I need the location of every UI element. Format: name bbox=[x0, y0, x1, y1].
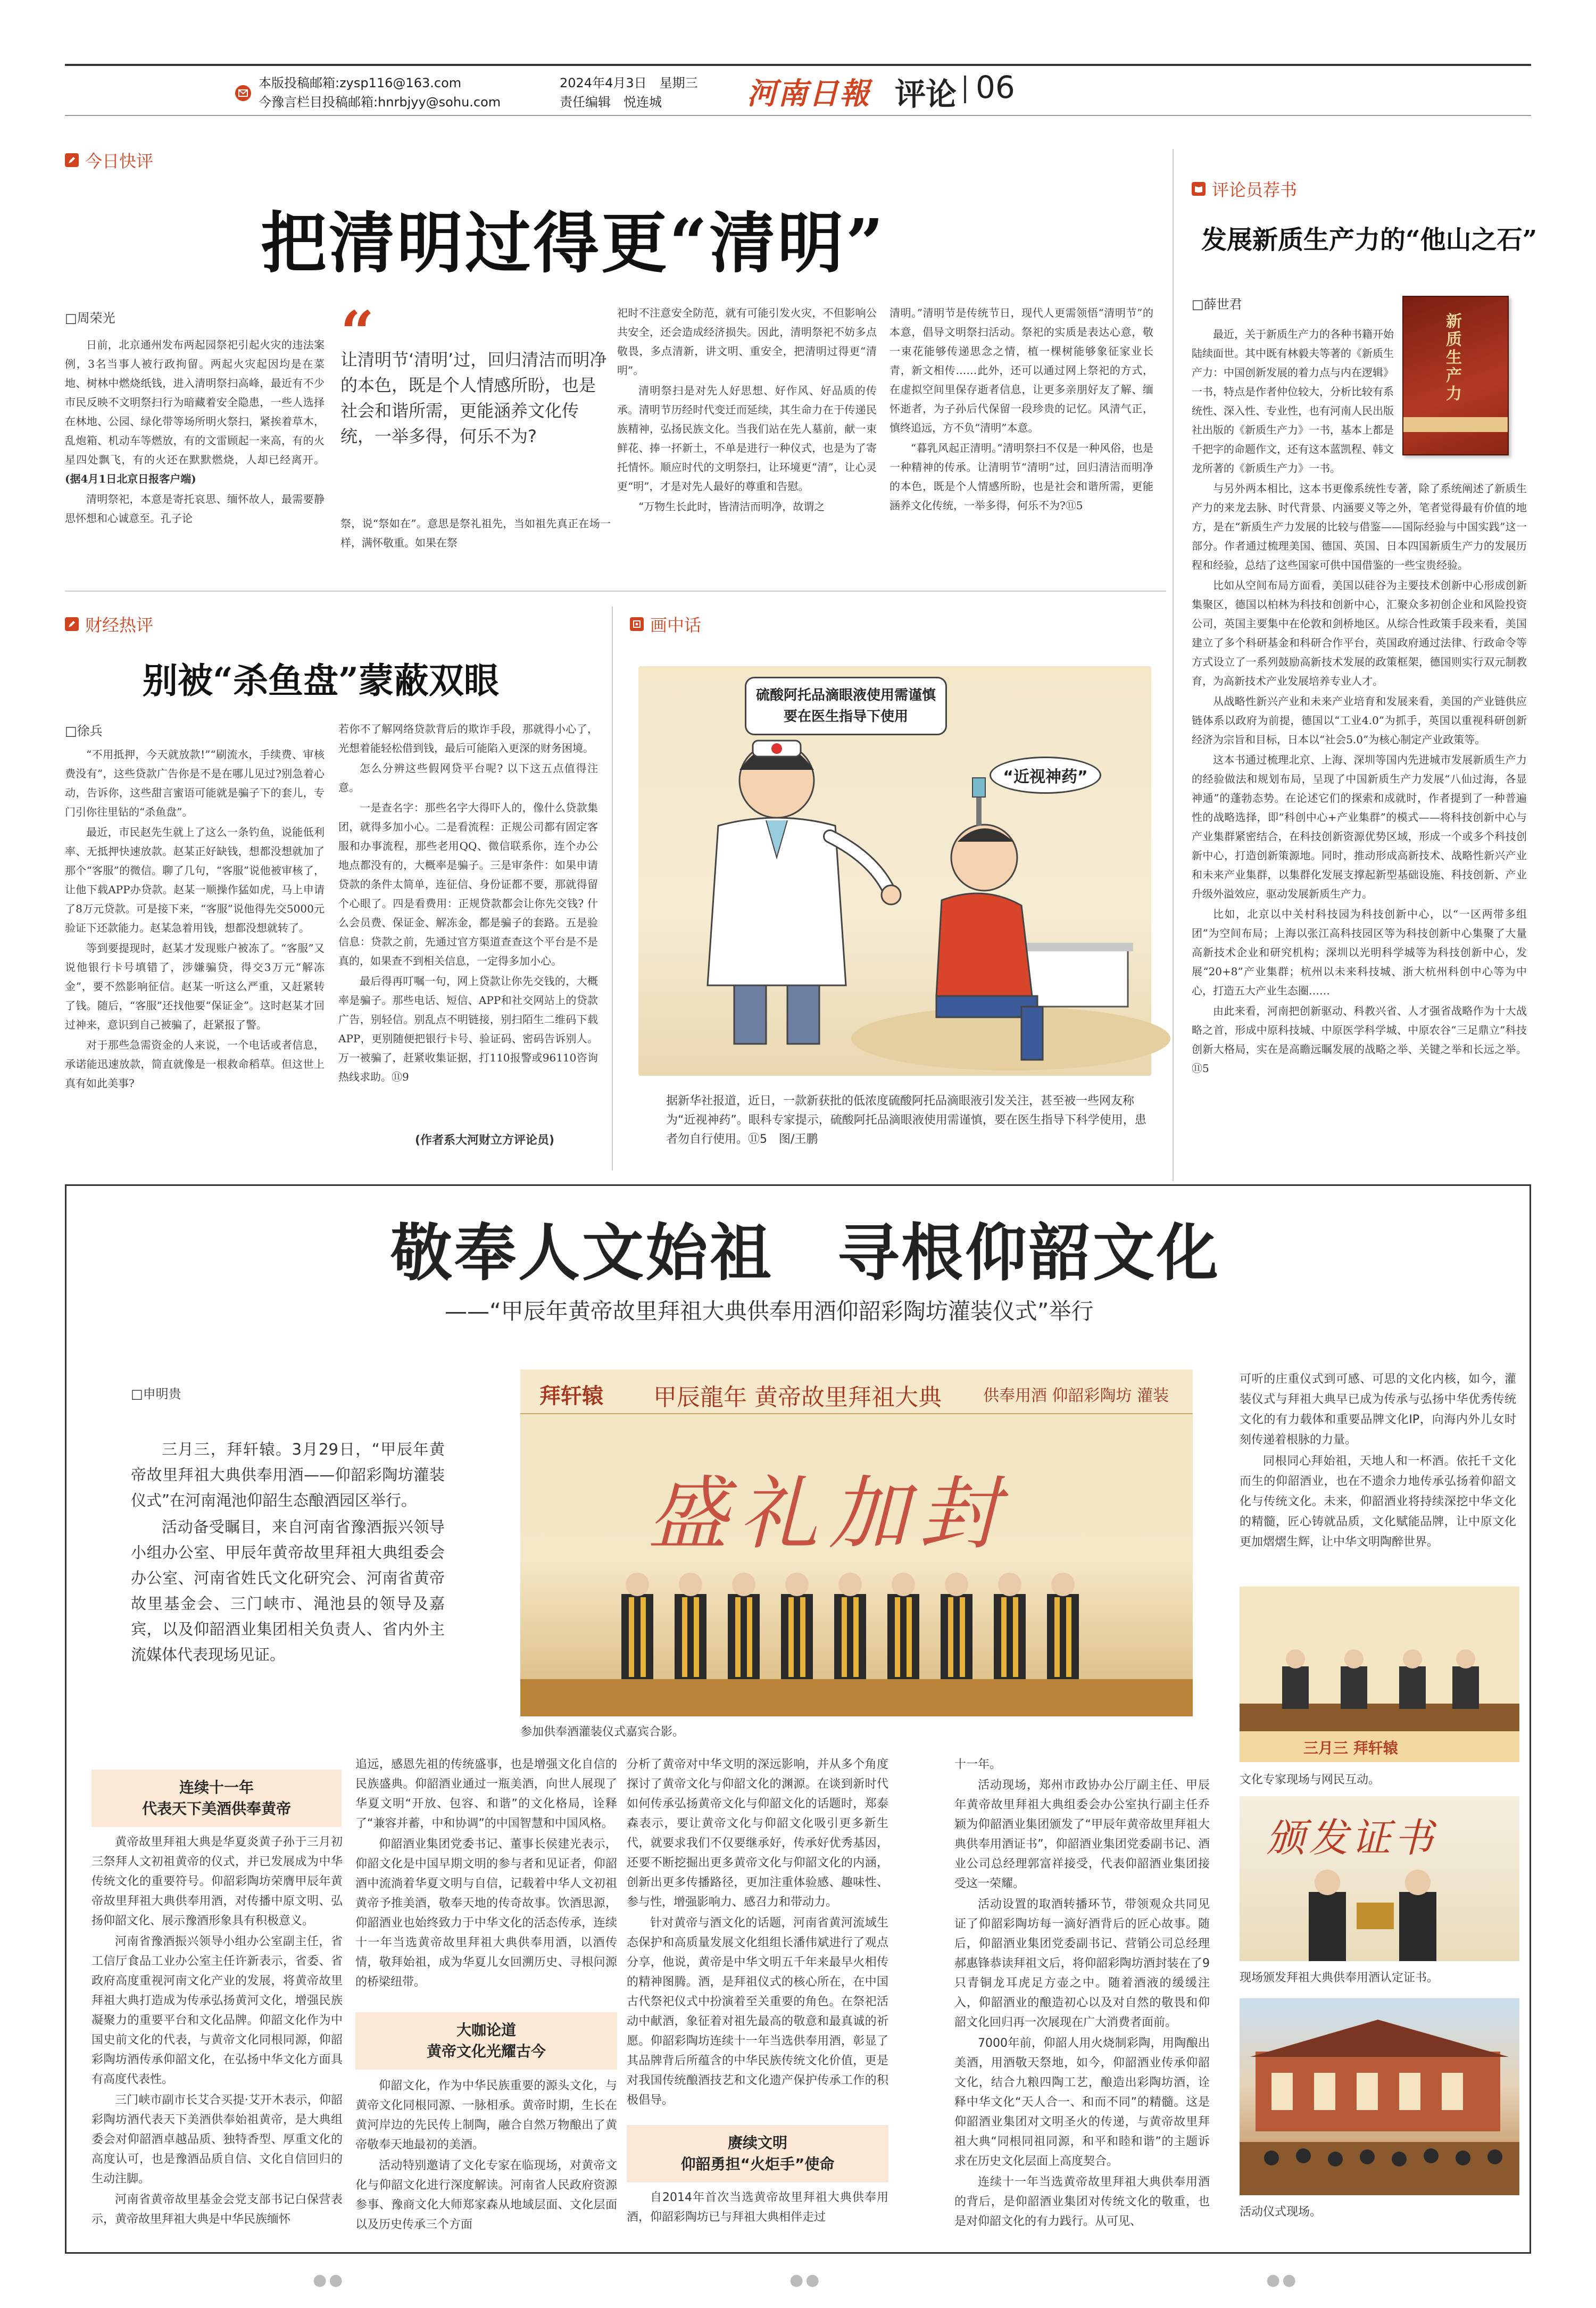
masthead bbox=[65, 64, 1531, 117]
finance-cartoon-rule bbox=[612, 607, 613, 1170]
feature-column-4: 十一年。 活动现场，郑州市政协办公厅副主任、甲辰年黄帝故里拜祖大典组委会办公室执行副主任乔颖为仰韶酒业集团颁发了“甲辰年黄帝故里拜祖大典供奉用酒证书”，仰韶酒业集团党委副书记、酒业公司总经理郭富祥接受，代表仰韶酒业集团接受这一荣耀。 活动设置的取酒转播环节，带领观众共同见证了仰韶彩陶坊每一滴好酒背后的匠心故事。随后，仰韶酒业集团党委副书记、营销公司总经理郝惠锋恭读拜祖文后，将仰韶彩陶坊酒封装在了9只青铜龙耳虎足方壶之中。随着酒液的缓缓注入，仰韶酒业的酿造初心以及对自然的敬畏和仰韶文化回归再一次展现在广大消费者面前。 7000年前，仰韶人用火烧制彩陶，用陶酿出美酒，用酒敬天祭地，如今，仰韶酒业传承仰韶文化，结合九粮四陶工艺，酿造出彩陶坊酒，诠释中华文化“天人合一、和而不同”的精髓。这是仰韶酒业集团对文明圣火的传递，与黄帝故里拜祖大典“同根同祖同源，和平和睦和谐”的主题诉求在历史文化层面上高度契合。 连续十一年当选黄帝故里拜祖大典供奉用酒的背后，是仰韶酒业集团对传统文化的敬重，也是对仰韶文化的有力践行。从可见、 bbox=[954, 1758, 1210, 2228]
photo-banner bbox=[520, 1369, 1193, 1414]
feature-subtitle: ——“甲辰年黄帝故里拜祖大典供奉用酒仰韶彩陶坊灌装仪式”举行 bbox=[445, 1298, 1094, 1324]
footer-dots-right: ●● bbox=[1266, 2271, 1299, 2289]
paint-icon bbox=[630, 617, 644, 631]
finance-headline: 别被“杀鱼盘”蒙蔽双眼 bbox=[143, 660, 499, 701]
recommend-byline: □薛世君 bbox=[1192, 297, 1242, 312]
pen-icon bbox=[65, 617, 79, 631]
lead-headline: 把清明过得更“清明” bbox=[261, 205, 886, 282]
lead-end-mark: ⑪5 bbox=[1065, 499, 1083, 512]
recommend-text-top: 最近，关于新质生产力的各种书籍开始陆续面世。其中既有林毅夫等著的《新质生产力：中国创新发展的着力点与内在逻辑》一书，特点是作者仲位较大，分析比较有系统性、深入性、专业性，也有河南人民出版社出版的《新质生产力》一书，基本上都是千把字的命题作文，还有这本蓝凯程、韩文龙所著的《新质生产力》一书。 bbox=[1192, 328, 1394, 475]
cartoon-section-label: 画中话 bbox=[630, 612, 701, 636]
finance-byline: □徐兵 bbox=[65, 724, 103, 738]
photo-calligraphy: 盛礼加封 bbox=[648, 1468, 1010, 1560]
recommend-headline: 发展新质生产力的“他山之石” bbox=[1201, 225, 1537, 255]
email-line-2: 今豫言栏目投稿邮箱:hnrbjyy@sohu.com bbox=[259, 95, 501, 110]
lead-column-3: 祀时不注意安全防范，就有可能引发火灾，不但影响公共安全，还会造成经济损失。因此，清明祭祀不妨多点敬畏，多点清新，讲文明、重安全，把清明过得更“清明”。 清明祭扫是对先人好思想、好作风、好品质的传承。清明节历经时代变迁而延续，其生命力在于传递民族精神，弘扬民族文化。当我们站在先人墓前，献一束鲜花、捧一抔新土，不单是进行一种仪式，也是为了寄托情怀。顺应时代的文明祭扫，让环境更“清”，让心灵更“明”，才是对先人最好的尊重和告慰。 “万物生长此时，皆清洁而明净，故谓之 bbox=[617, 306, 877, 513]
paper-logo: 河南日報 bbox=[747, 76, 870, 111]
footer-dots-left: ●● bbox=[313, 2271, 345, 2289]
lead-column-4: 清明。”清明节是传统节日，现代人更需领悟“清明节”的本意，倡导文明祭扫活动。祭祀的实质是表达心意，敬一束花能够传递思念之情，植一棵树能够象征家业长青，新文相传……此外，还可以通过网上祭祀的方式，在虚拟空间里保存逝者信息，让更多亲朋好友了解、缅怀逝者，为子孙后代保留一段珍贵的记忆。风清气正，慎终追远，方不负“清明”本意。 “暮乳风起正清明。”清明祭扫不仅是一种风俗，也是一种精神的传承。让清明节“清明”过，回归清洁而明净的本色，既是个人情感所盼，也是社会和谐所需，更能涵养文化传统，一举多得，何乐不为?⑪5 bbox=[890, 306, 1153, 512]
photo-banner-main: 甲辰龍年 黄帝故里拜祖大典 bbox=[653, 1384, 942, 1411]
photo2-caption: 文化专家现场与网民互动。 bbox=[1240, 1773, 1381, 1787]
recommend-text-body: 与另外两本相比，这本书更像系统性专著，除了系统阐述了新质生产力的来龙去脉、时代背景、内涵要义等之外，笔者觉得最有价值的地方，是在“新质生产力发展的比较与借鉴——国际经验与中国实践”这一部分。作者通过梳理美国、德国、英国、日本四国新质生产力的发展历程和经验，总结了这些国家可供中国借鉴的一些宝贵经验。 比如从空间布局方面看，美国以硅谷为主要技术创新中心形成创新集聚区，德国以柏林为科技和创新中心，汇聚众多初创企业和风险投资公司，英国主要集中在伦敦和剑桥地区。从综合性政策手段来看，美国建立了多个科研基金和科研合作平台，英国政府通过法律、行政命令等方式设立了一系列鼓励高新技术发展的政策框架，德国则实行双元制教育，为高新技术产业发展培养专业人才。 从战略性新兴产业和未来产业培育和发展来看，美国的产业链供应链体系以政府为前提，德国以“工业4.0”为抓手，英国以重视科研创新经济为宗旨和目标，日本以“社会5.0”为核心制定产业政策等。 这本书通过梳理北京、上海、深圳等国内先进城市发展新质生产力的经验做法和规划布局，呈现了中国新质生产力发展“八仙过海，各显神通”的蓬勃态势。在论述它们的探索和成就时，作者提到了一种普遍性的战略选择，即“科创中心+产业集群”的模式——将科技创新中心与产业集群紧密结合，在科技创新资源优势区域，形成一个或多个科技创新中心，打造创新策源地。同时，推动形成高新技术、战略性新兴产业和未来产业集群，以集群化发展支撑起新型基础设施、科技创新、产业升级外溢效应，驱动发展新质生产力。 比如，北京以中关村科技园为科技创新中心，以“一区两带多组团”为空间布局；上海以张江高科技园区等为科技创新中心集聚了大量高新技术企业和研究机构；深圳以光明科学城等为科技创新中心，发展“20+8”产业集群；杭州以未来科技城、浙大杭州科创中心等为中心，打造五大产业生态圈…… 由此来看，河南把创新驱动、科教兴省、人才强省战略作为十大战略之首，形成中原科技城、中原医学科学城、中原农谷“三足鼎立”科技创新大格局，实在是高瞻远瞩发展的战略之举、关键之举和长远之举。⑪5 bbox=[1192, 482, 1527, 1075]
issue-date: 2024年4月3日 星期三 bbox=[560, 76, 698, 90]
mail-icon bbox=[235, 85, 251, 101]
book-icon bbox=[1192, 182, 1206, 196]
lead-column-2-tail: 祭，说“祭如在”。意思是祭礼祖先，当如祖先真正在场一样，满怀敬重。如果在祭 bbox=[340, 517, 611, 549]
recommend-section-label: 评论员荐书 bbox=[1192, 177, 1297, 201]
finance-column-2: 若你不了解网络贷款背后的欺诈手段，那就得小心了，光想着能轻松借到钱，最后可能陷入更深的财务困境。 怎么分辨这些假网贷平台呢? 以下这五点值得注意。 一是查名字：那些名字大得吓人的，像什么贷款集团，就得多加小心。二是看流程：正规公司都有固定客服和办事流程，那些老用QQ、微信联系你，连个办公地点都没有的，大概率是骗子。三是审条件：如果申请贷款的条件太简单，连征信、身份证都不要，那就得留个心眼了。四是看费用：正规贷款都会让你先交钱? 什么会员费、保证金、解冻金，都是骗子的套路。五是验信息：贷款之前，先通过官方渠道查查这个平台是不是真的，如果查不到相关信息，一定得多加小心。 最后得再叮嘱一句，网上贷款让你先交钱的，大概率是骗子。那些电话、短信、APP和社交网站上的贷款广告，别轻信。别乱点不明链接，别扫陌生二维码下载APP，更别随便把银行卡号、验证码、密码告诉别人。万一被骗了，赶紧收集证据，打110报警或96110咨询热线求助。⑪9 bbox=[338, 723, 598, 1083]
pen-icon bbox=[65, 153, 79, 167]
subhead-eleven-years: 连续十一年 代表天下美酒供奉黄帝 bbox=[92, 1770, 342, 1827]
feature-column-2: 追远，感恩先祖的传统盛事，也是增强文化自信的民族盛典。仰韶酒业通过一瓶美酒，向世人展现了华夏文明“开放、包容、和谐”的文化格局，诠释了“兼容并蓄，中和协调”的中国智慧和中国风格。 仰韶酒业集团党委书记、董事长侯建光表示，仰韶文化是中国早期文明的参与者和见证者，仰韶酒中流淌着华夏文明与自信，记载着中华人文初祖黄帝予推美酒，敬奉天地的传奇故事。饮酒思源，仰韶酒业也始终致力于中华文化的活态传承，连续十一年当选黄帝故里拜祖大典供奉用酒，以酒传情，敬拜始祖，成为华夏儿女回溯历史、寻根问源的桥梁纽带。 bbox=[355, 1758, 617, 1989]
finance-column-1: “不用抵押，今天就放款!”“刷流水，手续费、审核费没有”，这些贷款广告你是不是在哪儿见过?别急着心动，告诉你，这些甜言蜜语可能就是骗子下的套儿，专门引你往里钻的“杀鱼盘”。 最近，市民赵先生就上了这么一条钓鱼，说能低利率、无抵押快速放款。赵某正好缺钱，想都没想就加了那个“客服”的微信。聊了几句，“客服”说他被审核了，让他下载APP办贷款。赵某一顺操作猛如虎，马上申请了8万元贷款。可是接下来，“客服”说他得先交5000元验证下还款能力。赵某急着用钱，想都没想就转了。 等到要提现时，赵某才发现账户被冻了。“客服”又说他银行卡号填错了，涉嫌骗贷，得交3万元“解冻金”，要不然影响征信。赵某一听这么严重，又赶紧转了钱。随后，“客服”还找他要“保证金”。这时赵某才回过神来，意识到自己被骗了，赶紧报了警。 对于那些急需资金的人来说，一个电话或者信息，承诺能迅速放款，简直就像是一根救命稻草。但这世上真有如此美事? bbox=[65, 748, 325, 1090]
finance-section-label: 财经热评 bbox=[65, 612, 153, 636]
feature-byline: □申明贵 bbox=[131, 1387, 181, 1401]
book-cover bbox=[1402, 296, 1509, 455]
photo-expert-interaction bbox=[1240, 1587, 1519, 1762]
right-column-rule bbox=[1173, 149, 1174, 1181]
lead-bottom-rule bbox=[65, 591, 1166, 592]
photo-banner-right: 供奉用酒 仰韶彩陶坊 灌装 bbox=[983, 1387, 1169, 1405]
book-cover-title: 新质生产力 bbox=[1446, 312, 1462, 403]
recommend-end-mark: ⑪5 bbox=[1192, 1062, 1209, 1075]
lead-byline: □周荣光 bbox=[65, 311, 115, 326]
subhead-experts: 大咖论道 黄帝文化光耀古今 bbox=[355, 2012, 617, 2070]
feature-intro: 三月三，拜轩辕。3月29日，“甲辰年黄帝故里拜祖大典供奉用酒——仰韶彩陶坊灌装仪式”在河南渑池仰韶生态酿酒园区举行。 活动备受瞩目，来自河南省豫酒振兴领导小组办公室、甲辰年黄帝故里拜祖大典组委会办公室、河南省姓氏文化研究会、河南省黄帝故里基金会、三门峡市、渑池县的领导及嘉宾，以及仰韶酒业集团相关负责人、省内外主流媒体代表现场见证。 bbox=[131, 1440, 445, 1664]
doctor-speech-bubble: 硫酸阿托品滴眼液使用需谨慎要在医生指导下使用 bbox=[745, 677, 947, 735]
cartoon-illustration bbox=[638, 666, 1151, 1076]
feature-column-3: 分析了黄帝对中华文明的深远影响，并从多个角度探讨了黄帝文化与仰韶文化的渊源。在谈到新时代如何传承弘扬黄帝文化与仰韶文化的话题时，郑泰森表示，要让黄帝文化与仰韶文化吸引更多新生代，就要求我们不仅要继承好，传承好优秀基因，还要不断挖掘出更多黄帝文化与仰韶文化的内涵，创新出更多传播路径，更加注重体验感、趣味性、参与性，增强影响力、感召力和带动力。 针对黄帝与酒文化的话题，河南省黄河流域生态保护和高质量发展文化组组长潘伟斌进行了观点分享，他说，黄帝是中华文明五千年来最早火相传的精神图腾。酒，是拜祖仪式的核心所在，在中国古代祭祀仪式中扮演着至关重要的角色。在祭祀活动中献酒，象征着对祖先最高的敬意和最真诚的祈愿。仰韶彩陶坊连续十一年当选供奉用酒，彰显了其品牌背后所蕴含的中华民族传统文化价值，更是对我国传统酿酒技艺和文化遗产保护传承工作的积极倡导。 bbox=[627, 1758, 888, 2107]
patient-figure bbox=[936, 778, 1043, 1060]
main-photo-caption: 参加供奉酒灌装仪式嘉宾合影。 bbox=[520, 1725, 685, 1739]
subhead-torch-bearer: 赓续文明 仰韶勇担“火炬手”使命 bbox=[627, 2125, 888, 2182]
photo-certificate bbox=[1240, 1796, 1519, 1961]
section-divider bbox=[964, 76, 966, 103]
patient-speech-bubble: “近视神药” bbox=[990, 757, 1101, 794]
section-name: 评论 bbox=[895, 76, 957, 112]
page-number: 06 bbox=[976, 69, 1015, 105]
guests-group bbox=[520, 1546, 1193, 1716]
cartoon-caption: 据新华社报道，近日，一款新获批的低浓度硫酸阿托品滴眼液引发关注，甚至被一些网友称为“近视神药”。眼科专家提示，硫酸阿托品滴眼液使用需谨慎，要在医生指导下科学使用，患者勿自行使用。⑪5 图/王鹏 bbox=[666, 1094, 1146, 1146]
email-line-1: 本版投稿邮箱:zysp116@163.com bbox=[259, 76, 462, 90]
masthead-bottom-rule bbox=[65, 115, 1531, 116]
doctor-figure bbox=[708, 741, 901, 1044]
feature-main-photo bbox=[520, 1369, 1193, 1716]
photo3-calligraphy: 颁发证书 bbox=[1266, 1815, 1436, 1861]
photo4-scene bbox=[1240, 1998, 1519, 2195]
photo2-banner-strip bbox=[1240, 1731, 1519, 1762]
lead-source-note: (据4月1日北京日报客户端) bbox=[65, 472, 196, 485]
quote-mark-icon: “ bbox=[340, 298, 375, 367]
photo3-people bbox=[1240, 1855, 1519, 1961]
lead-column-1: 日前，北京通州发布两起园祭祀引起火灾的违法案例，3名当事人被行政拘留。两起火灾起因均是在菜地、树林中燃烧纸钱，进入清明祭扫高峰，最近有不少市民反映不文明祭扫行为暗藏着安全隐患，一些人选择在林地、公园、绿化带等场所明火祭扫，紧挨着草木，乱炮箱、机动车等燃放，有的文雷顾起一来高，有的火星四处飘飞，有的火还在默默燃烧，人却已经离开。(据4月1日北京日报客户端) 清明祭祀，本意是寄托哀思、缅怀故人，最需要静思怀想和心诚意至。孔子论 bbox=[65, 338, 325, 525]
finance-author-note: (作者系大河财立方评论员) bbox=[415, 1134, 555, 1147]
footer-dots-center: ●● bbox=[789, 2271, 822, 2289]
feature-right-text: 可听的庄重仪式到可感、可思的文化内核，如今，灌装仪式与拜祖大典早已成为传承与弘扬中华优秀传统文化的有力载体和重要品牌文化IP，向海内外儿女时刻传递着根脉的力量。 同根同心拜始祖，天地人和一杯酒。依托千文化而生的仰韶酒业，也在不遗余力地传承弘扬着仰韶文化与传统文化。未来，仰韶酒业将持续深挖中华文化的精髓，匠心铸就品质，文化赋能品牌，让中原文化更加熠熠生辉，让中华文明陶醉世界。 bbox=[1240, 1373, 1516, 1549]
responsible-editor: 责任编辑 悦连城 bbox=[560, 95, 662, 110]
photo3-caption: 现场颁发拜祖大典供奉用酒认定证书。 bbox=[1240, 1971, 1439, 1985]
cartoon-credit: ⑪5 图/王鹏 bbox=[748, 1133, 818, 1146]
feature-headline: 敬奉人文始祖 寻根仰韶文化 bbox=[390, 1217, 1220, 1289]
photo2-people bbox=[1240, 1640, 1519, 1746]
feature-column-2-lower: 仰韶文化，作为中华民族重要的源头文化，与黄帝文化同根同源、一脉相承。黄帝时期，生长在黄河岸边的先民传上制陶，融合自然万物酿出了黄帝敬奉天地最初的美酒。 活动特别邀请了文化专家在临现场，对黄帝文化与仰韶文化进行深度解读。河南省人民政府资源参事、豫商文化大师郑家森从地域层面、文化层面以及历史传承三个方面 bbox=[355, 2079, 617, 2231]
finance-end-mark: ⑪9 bbox=[392, 1070, 409, 1083]
photo2-banner: 三月三 拜轩辕 bbox=[1303, 1739, 1398, 1757]
book-cover-band bbox=[1403, 417, 1508, 432]
feature-column-1: 黄帝故里拜祖大典是华夏炎黄子孙于三月初三祭拜人文初祖黄帝的仪式，并已发展成为中华传统文化的重要符号。仰韶彩陶坊荣膺甲辰年黄帝故里拜祖大典供奉用酒，对传播中原文明、弘扬仰韶文化、展示豫酒形象具有积极意义。 河南省豫酒振兴领导小组办公室副主任，省工信厅食品工业办公室主任许新表示，省委、省政府高度重视河南文化产业的发展，将黄帝故里拜祖大典打造成为传承弘扬黄河文化，增强民族凝聚力的重要平台和文化品牌。仰韶文化作为中国史前文化的代表，与黄帝文化同根同源，仰韶彩陶坊酒传承仰韶文化，在弘扬中华文化方面具有高度代表性。 三门峡市副市长艾合买提·艾开木表示，仰韶彩陶坊酒代表天下美酒供奉始祖黄帝，是大典组委会对仰韶酒卓越品质、独特香型、厚重文化的高度认可，也是豫酒品质自信、文化自信回归的生动注脚。 河南省黄帝故里基金会党支部书记白保营表示，黄帝故里拜祖大典是中华民族缅怀 bbox=[92, 1836, 343, 2226]
photo-banner-left: 拜轩辕 bbox=[539, 1383, 603, 1408]
feature-column-3-lower: 自2014年首次当选黄帝故里拜祖大典供奉用酒，仰韶彩陶坊已与拜祖大典相伴走过 bbox=[627, 2191, 888, 2224]
lead-section-label: 今日快评 bbox=[65, 148, 153, 172]
photo4-caption: 活动仪式现场。 bbox=[1240, 2205, 1322, 2219]
masthead-top-rule bbox=[65, 64, 1531, 66]
photo-ceremony-scene bbox=[1240, 1998, 1519, 2195]
pull-quote: 让清明节‘清明’过，回归清洁而明净的本色，既是个人情感所盼，也是社会和谐所需，更能涵养文化传统，一举多得，何乐不为? bbox=[340, 350, 607, 446]
